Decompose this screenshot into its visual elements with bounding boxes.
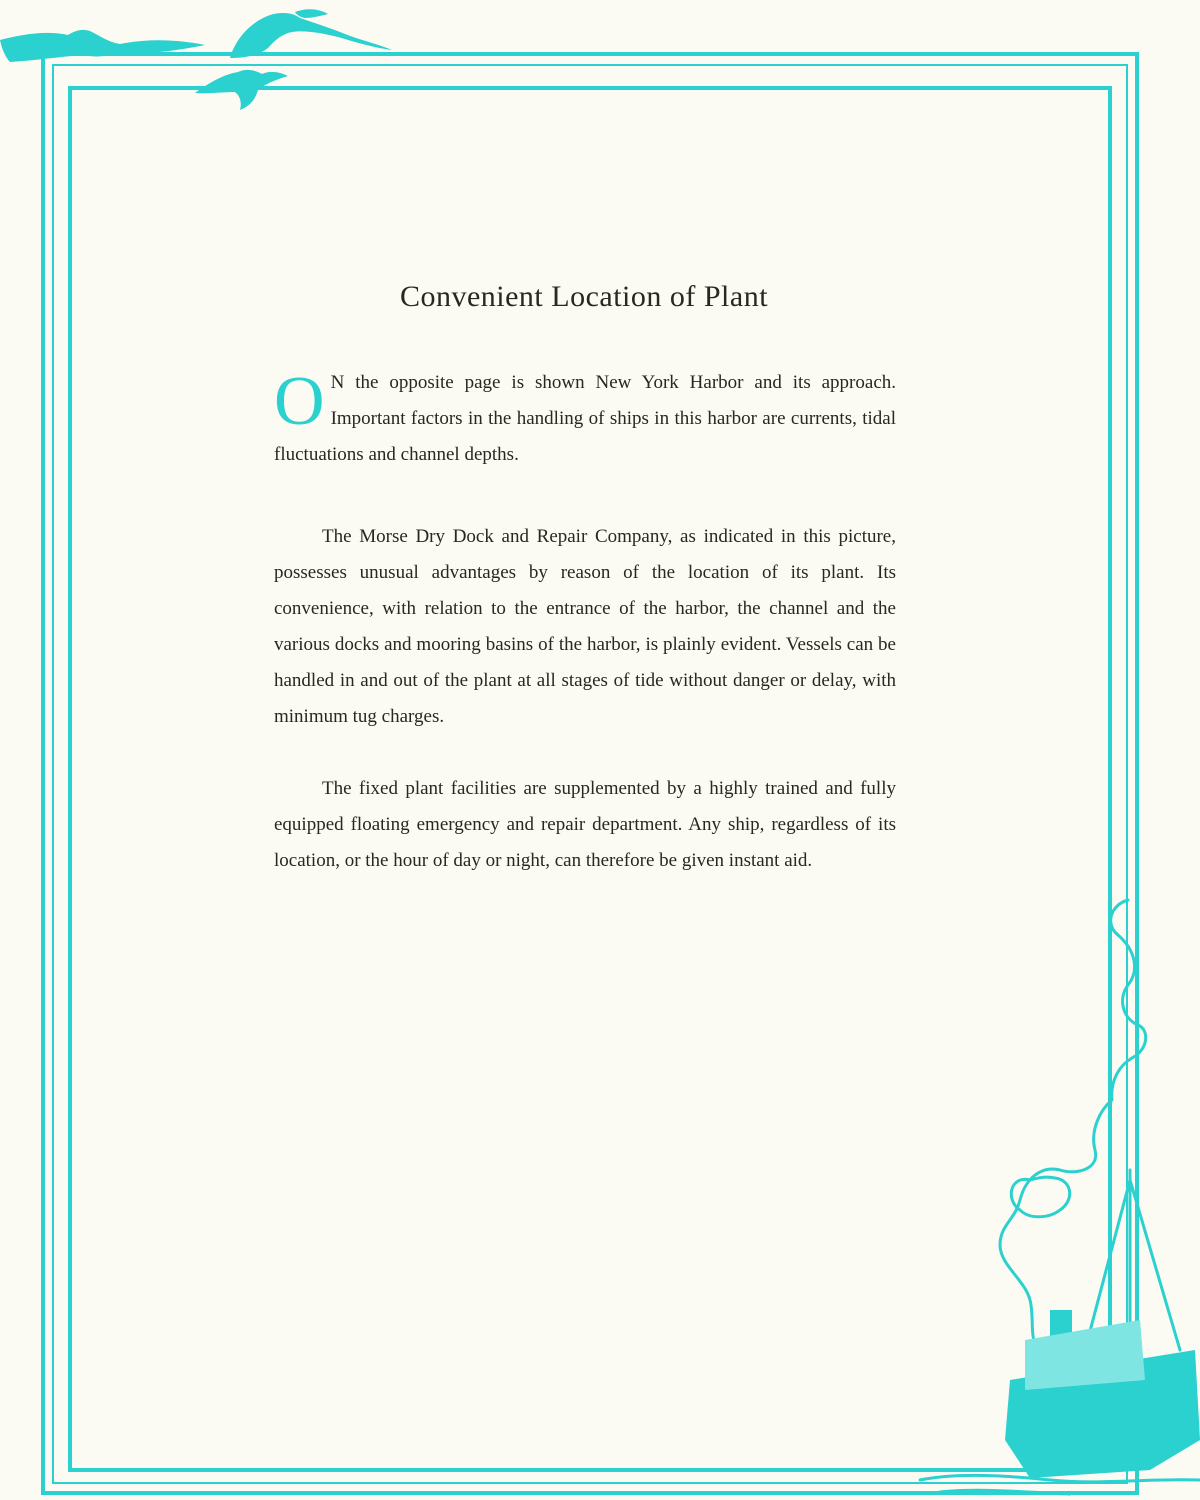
page-title: Convenient Location of Plant: [399, 280, 769, 313]
drop-cap: O: [274, 363, 325, 440]
paragraph-2: The Morse Dry Dock and Repair Company, as indicated in this picture, possesses unusual advantages by reason of the location of its plant. Its convenience, with relation to the entrance of the harbor, the channel and the various docks and mooring basins of the harbor, is plainly evident. Vessels can be handled in and out of the plant at all stages of tide without danger or delay, with minimum tug charges.: [274, 526, 896, 727]
seagulls-illustration: [0, 0, 420, 120]
seagull-3: [195, 70, 288, 110]
water-line-1: [920, 1475, 1200, 1481]
paragraph-1-text: N the opposite page is shown New York Harbor and its approach. Important factors in the handling of ships in this harbor are currents, tidal fluctuations and channel depths.: [274, 372, 896, 465]
paragraph-3: The fixed plant facilities are supplemented by a highly trained and fully equipped floating emergency and repair department. Any ship, regardless of its location, or the hour of day or night, can therefore be given instant aid.: [274, 778, 896, 871]
paragraph-1: [274, 365, 896, 473]
steamship-illustration: [900, 880, 1200, 1500]
smoke-plume: [1000, 900, 1146, 1350]
ship-superstructure: [1025, 1320, 1145, 1390]
body-text: [274, 365, 896, 879]
seagull-2: [230, 13, 392, 58]
seagull-1: [0, 30, 205, 62]
water-line-2: [940, 1490, 1070, 1494]
seagull-4: [295, 9, 328, 18]
